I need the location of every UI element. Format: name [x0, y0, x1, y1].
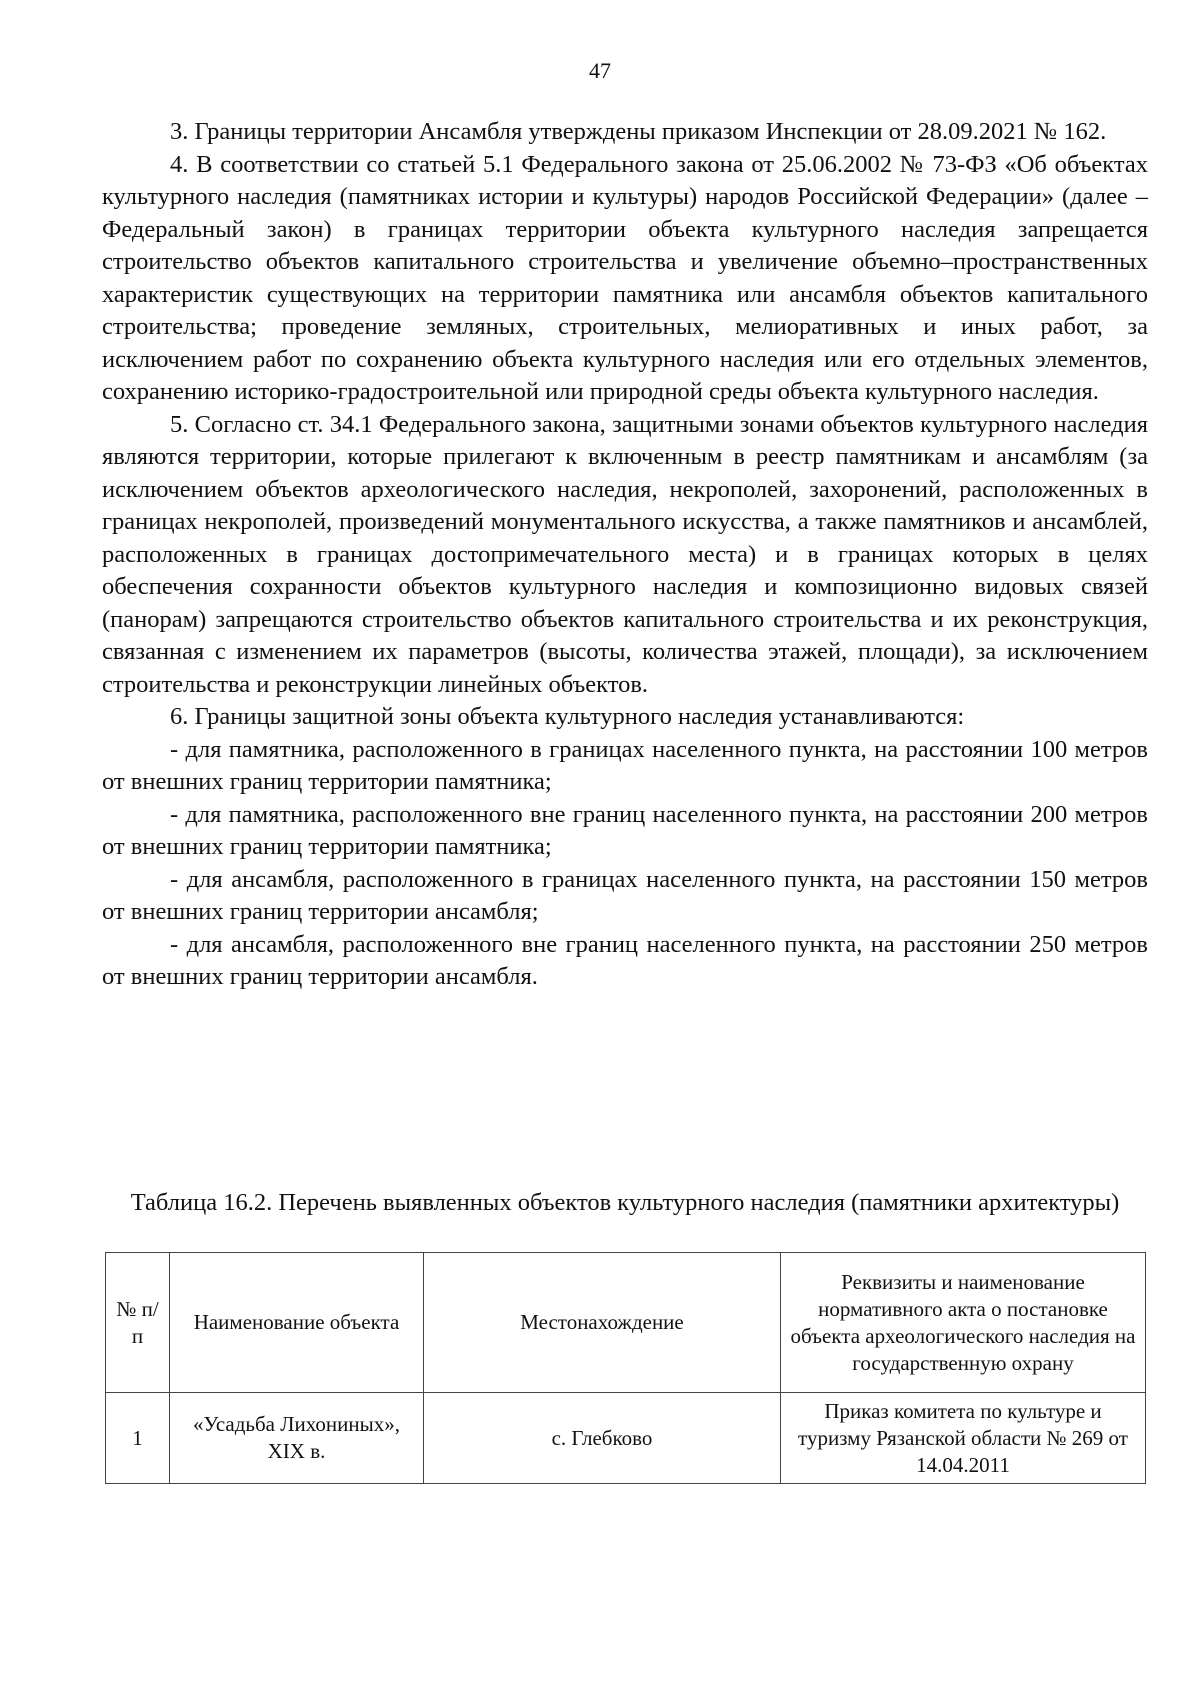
cell-legal-act: Приказ комитета по культуре и туризму Рязанской области № 269 от 14.04.2011: [781, 1393, 1146, 1484]
paragraph-5: 5. Согласно ст. 34.1 Федерального закона, защитными зонами объектов культурного наследия являются территории, которые прилегают к включенным в реестр памятникам и ансамблям (за исключением объектов археологического наследия, некрополей, захоронений, расположенных в границах некрополей, произведений монументального искусства, а также памятников и ансамблей, расположенных в границах достопримечательного места) и в границах которых в целях обеспечения сохранности объектов культурного наследия и композиционно видовых связей (панорам) запрещаются строительство объектов капитального строительства и их реконструкция, связанная с изменением их параметров (высоты, количества этажей, площади), за исключением строительства и реконструкции линейных объектов.: [102, 410, 1148, 698]
page-number: 47: [589, 58, 611, 83]
table-caption: Таблица 16.2. Перечень выявленных объектов культурного наследия (памятники архитектуры): [130, 1189, 1120, 1216]
list-item-ensemble-in-settlement: - для ансамбля, расположенного в границах населенного пункта, на расстоянии 150 метров от внешних границ территории ансамбля;: [102, 865, 1148, 925]
header-number: № п/п: [106, 1253, 170, 1393]
table-header-row: [106, 1253, 1146, 1393]
heritage-objects-table: [105, 1252, 1146, 1484]
table-row: [106, 1393, 1146, 1484]
cell-number: 1: [106, 1393, 170, 1484]
list-item-monument-outside-settlement: - для памятника, расположенного вне границ населенного пункта, на расстоянии 200 метров от внешних границ территории памятника;: [102, 800, 1148, 860]
document-body: [102, 116, 1148, 994]
paragraph-6: 6. Границы защитной зоны объекта культурного наследия устанавливаются:: [170, 703, 965, 730]
header-object-name: Наименование объекта: [170, 1253, 424, 1393]
header-legal-act: Реквизиты и наименование нормативного акта о постановке объекта археологического наследия на государственную охрану: [781, 1253, 1146, 1393]
cell-object-name: «Усадьба Лихониных», XIX в.: [170, 1393, 424, 1484]
paragraph-4: 4. В соответствии со статьей 5.1 Федерального закона от 25.06.2002 № 73-ФЗ «Об объектах культурного наследия (памятниках истории и культуры) народов Российской Федерации» (далее – Федеральный закон) в границах территории объекта культурного наследия запрещается строительство объектов капитального строительства и увеличение объемно–пространственных характеристик существующих на территории памятника или ансамбля объектов капитального строительства; проведение земляных, строительных, мелиоративных и иных работ, за исключением работ по сохранению объекта культурного наследия или его отдельных элементов, сохранению историко-градостроительной или природной среды объекта культурного наследия.: [102, 150, 1148, 405]
list-item-ensemble-outside-settlement: - для ансамбля, расположенного вне границ населенного пункта, на расстоянии 250 метров от внешних границ территории ансамбля.: [102, 930, 1148, 990]
cell-location: с. Глебково: [424, 1393, 781, 1484]
list-item-monument-in-settlement: - для памятника, расположенного в границах населенного пункта, на расстоянии 100 метров от внешних границ территории памятника;: [102, 735, 1148, 795]
paragraph-3: 3. Границы территории Ансамбля утверждены приказом Инспекции от 28.09.2021 № 162.: [170, 118, 1107, 145]
header-location: Местонахождение: [424, 1253, 781, 1393]
